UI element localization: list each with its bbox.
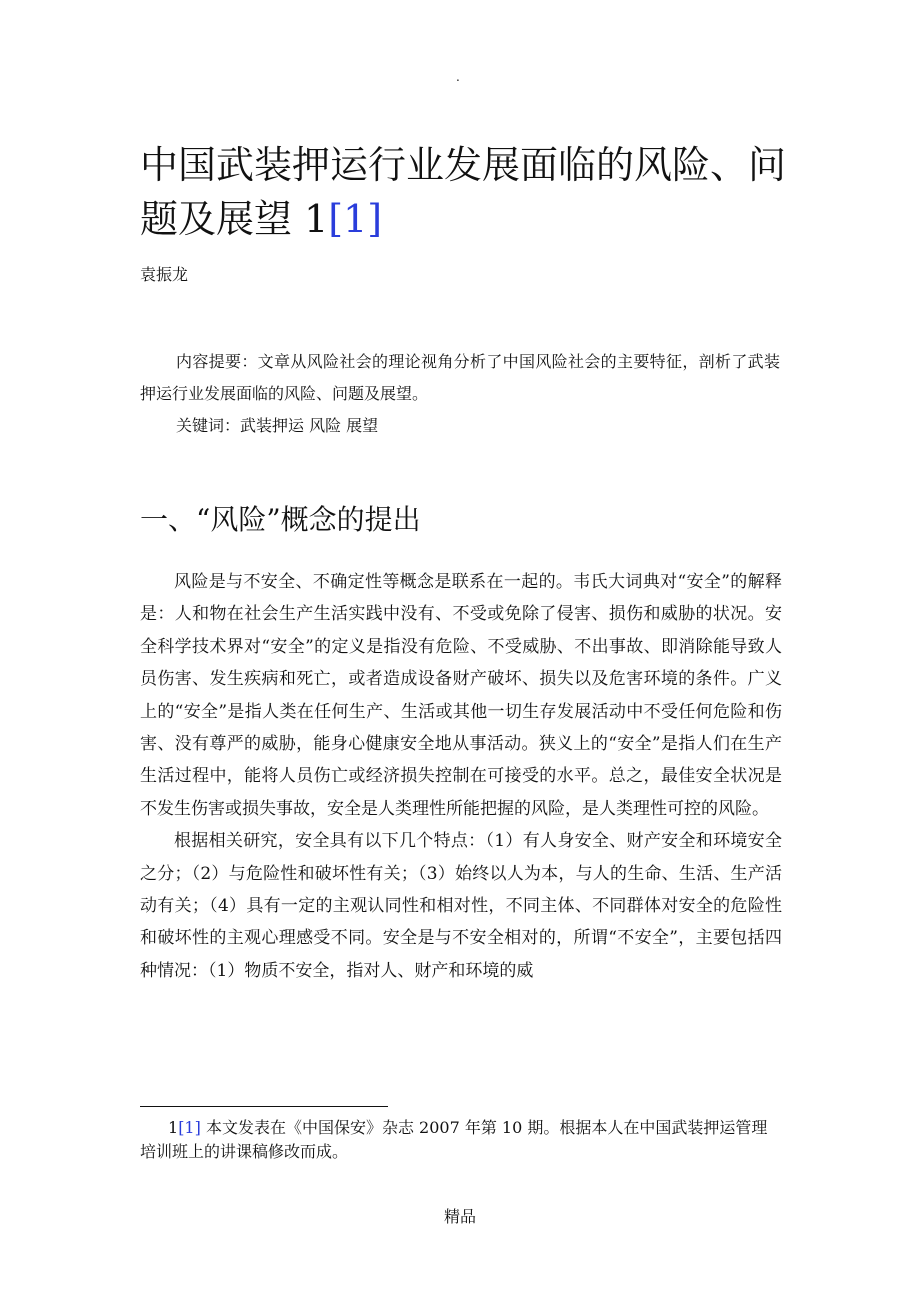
title-line-2: 题及展望 1 (140, 197, 329, 241)
keywords: 关键词：武装押运 风险 展望 (176, 416, 379, 435)
footnote (140, 1116, 782, 1164)
footnote-divider (140, 1106, 388, 1107)
section-heading: 一、“风险”概念的提出 (140, 503, 421, 536)
page-footer: 精品 (443, 1207, 476, 1226)
author-name: 袁振龙 (140, 265, 189, 284)
body-paragraph: 风险是与不安全、不确定性等概念是联系在一起的。韦氏大词典对“安全”的解释是：人和物在社会生产生活实践中没有、不受或免除了侵害、损伤和威胁的状况。安全科学技术界对“安全”的定义是指没有危险、不受威胁、不出事故、即消除能导致人员伤害、发生疾病和死亡，或者造成设备财产破坏、损失以及危害环境的条件。广义上的“安全”是指人类在任何生产、生活或其他一切生存发展活动中不受任何危险和伤害、没有尊严的威胁，能身心健康安全地从事活动。狭义上的“安全”是指人们在生产生活过程中，能将人员伤亡或经济损失控制在可接受的水平。总之，最佳安全状况是不发生伤害或损失事故，安全是人类理性所能把握的风险，是人类理性可控的风险。 (140, 572, 782, 819)
footnote-citation-link[interactable]: [1] (178, 1118, 201, 1137)
section-body (140, 566, 782, 987)
abstract (140, 346, 780, 442)
page-title (140, 138, 790, 246)
footnote-number: 1 (168, 1118, 179, 1137)
body-paragraph: 根据相关研究，安全具有以下几个特点：（1）有人身安全、财产安全和环境安全之分；（2）与危险性和破坏性有关；（3）始终以人为本，与人的生命、生活、生产活动有关；（4）具有一定的主观认同性和相对性，不同主体、不同群体对安全的危险性和破坏性的主观心理感受不同。安全是与不安全相对的，所谓“不安全”，主要包括四种情况：（1）物质不安全，指对人、财产和环境的威 (140, 831, 782, 981)
header-dot: . (456, 70, 460, 84)
footnote-text: 本文发表在《中国保安》杂志 2007 年第 10 期。根据本人在中国武装押运管理培训班上的讲课稿修改而成。 (140, 1118, 768, 1161)
title-citation-link[interactable]: [1] (328, 197, 383, 241)
title-line-1: 中国武装押运行业发展面临的风险、问 (140, 143, 787, 187)
abstract-summary: 内容提要：文章从风险社会的理论视角分析了中国风险社会的主要特征，剖析了武装押运行业发展面临的风险、问题及展望。 (140, 352, 780, 403)
